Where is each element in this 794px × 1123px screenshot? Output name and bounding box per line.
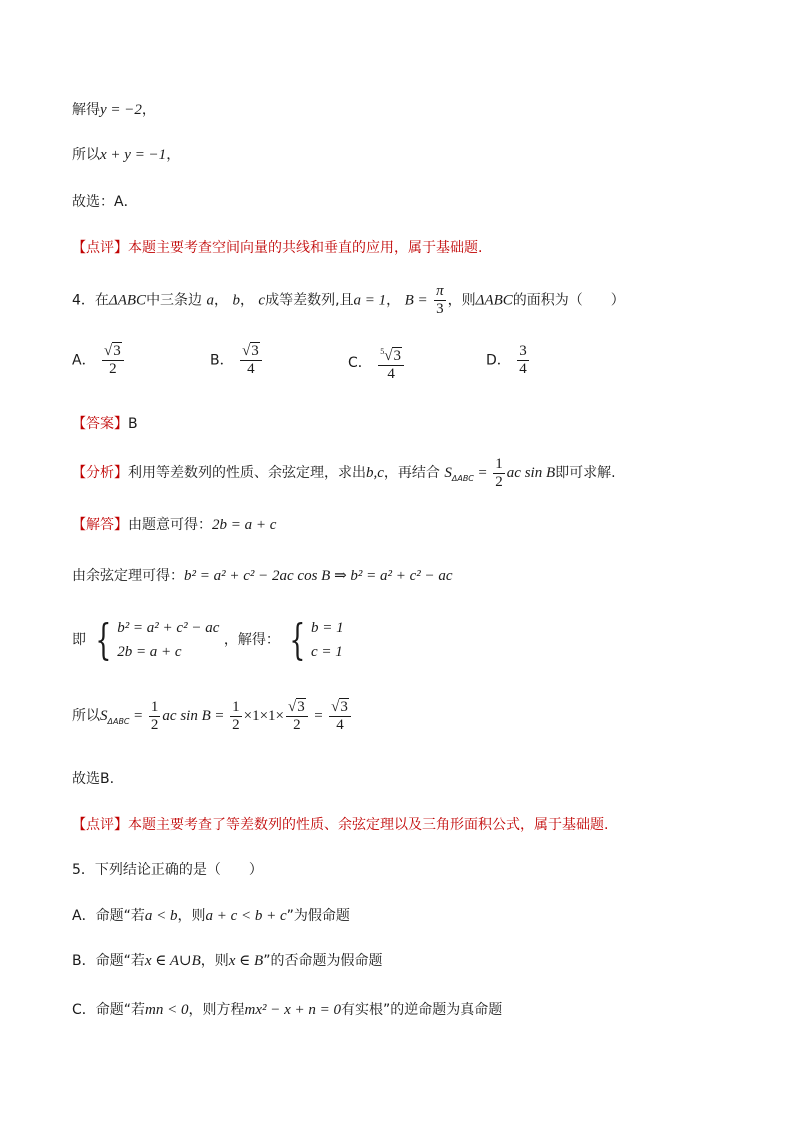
text: 在 bbox=[94, 292, 109, 309]
fraction bbox=[329, 699, 351, 734]
math: = bbox=[133, 708, 143, 724]
text: 解得 bbox=[72, 102, 100, 118]
option-label: C． bbox=[348, 355, 372, 371]
option-c[interactable] bbox=[348, 343, 406, 383]
fraction-half bbox=[230, 699, 242, 734]
radicand: 3 bbox=[297, 698, 305, 715]
math: S bbox=[100, 708, 108, 724]
numerator: π bbox=[436, 283, 444, 299]
text: 即 bbox=[72, 632, 86, 648]
fraction bbox=[517, 343, 529, 378]
numerator bbox=[240, 343, 262, 361]
fraction-half bbox=[149, 699, 161, 734]
equation: b² = a² + c² − ac bbox=[117, 620, 220, 636]
q5-option-a[interactable] bbox=[72, 906, 350, 926]
q5-option-b[interactable] bbox=[72, 951, 382, 971]
sum-line bbox=[72, 145, 180, 165]
radicand: 3 bbox=[113, 343, 121, 359]
text: 所以 bbox=[72, 708, 100, 724]
subscript: ΔABC bbox=[107, 716, 130, 726]
result-system bbox=[284, 616, 343, 664]
comment-text: 本题主要考查空间向量的共线和垂直的应用，属于基础题. bbox=[128, 240, 483, 256]
comment-line bbox=[72, 815, 608, 835]
choice-line: 故选：A． bbox=[72, 194, 138, 210]
denominator: 4 bbox=[247, 361, 255, 377]
text: ，则 bbox=[177, 908, 206, 924]
fraction bbox=[286, 699, 308, 734]
text: ， bbox=[166, 147, 181, 163]
comment-tag: 【点评】 bbox=[72, 240, 128, 256]
option-label: A． bbox=[72, 352, 96, 369]
text: 的面积为（ ） bbox=[512, 292, 625, 309]
math: x ∈ B bbox=[228, 953, 264, 969]
math: ×1×1× bbox=[243, 708, 284, 724]
text: ， bbox=[239, 292, 254, 309]
math: a bbox=[206, 292, 215, 309]
math: a + c < b + c bbox=[205, 908, 287, 924]
analysis-tag: 【分析】 bbox=[72, 465, 128, 481]
q5-option-c[interactable] bbox=[72, 1000, 502, 1020]
math: ΔABC bbox=[475, 292, 513, 309]
analysis-line bbox=[72, 455, 616, 497]
numerator: 1 bbox=[150, 698, 159, 715]
question-number: 4． bbox=[72, 292, 95, 309]
radical-sign: √ bbox=[384, 348, 393, 364]
text: A．命题“若 bbox=[72, 908, 145, 924]
math: x ∈ A∪B bbox=[144, 953, 201, 969]
radical-sign: √ bbox=[331, 698, 340, 715]
answer-line bbox=[72, 414, 138, 434]
fraction bbox=[102, 343, 124, 378]
radicand: 3 bbox=[340, 698, 348, 715]
numerator bbox=[329, 699, 351, 717]
final-choice-line: 故选B. bbox=[72, 771, 115, 787]
math: = bbox=[478, 465, 487, 481]
cosine-line bbox=[72, 566, 453, 586]
math: mn < 0 bbox=[145, 1002, 189, 1018]
text: ，则方程 bbox=[188, 1002, 245, 1018]
text: 成等差数列,且 bbox=[265, 292, 354, 309]
denominator: 4 bbox=[387, 366, 395, 382]
option-a[interactable] bbox=[72, 343, 126, 378]
radical-sign: √ bbox=[242, 343, 251, 359]
numerator: 3 bbox=[519, 343, 527, 359]
fraction bbox=[240, 343, 262, 378]
text: ”的否命题为假命题 bbox=[263, 953, 383, 969]
math: b bbox=[232, 292, 240, 309]
equation: c = 1 bbox=[311, 644, 343, 660]
equation: b = 1 bbox=[311, 620, 344, 636]
option-label: D． bbox=[486, 352, 511, 369]
text: ，再结合 bbox=[383, 465, 440, 481]
text: B．命题“若 bbox=[72, 953, 145, 969]
math: c bbox=[258, 292, 266, 309]
text: ， bbox=[386, 292, 401, 309]
text: ， bbox=[141, 102, 156, 118]
math: b,c bbox=[366, 465, 384, 481]
solve-y-line bbox=[72, 100, 156, 120]
math: a = 1 bbox=[353, 292, 387, 309]
numerator bbox=[378, 343, 404, 366]
math: ac sin B bbox=[162, 708, 211, 724]
area-line bbox=[72, 696, 353, 742]
math: B = bbox=[404, 292, 428, 309]
answer-value: B bbox=[128, 416, 138, 432]
solution-line bbox=[72, 515, 276, 535]
option-label: B． bbox=[210, 352, 234, 369]
radical-sign: √ bbox=[288, 698, 297, 715]
option-d[interactable] bbox=[486, 343, 531, 378]
text: ”为假命题 bbox=[286, 908, 350, 924]
denominator: 2 bbox=[495, 473, 503, 490]
math: = bbox=[215, 708, 224, 724]
fraction-pi-3 bbox=[434, 283, 446, 318]
text: ， bbox=[214, 292, 229, 309]
root-index: 5 bbox=[380, 347, 385, 356]
fraction bbox=[378, 343, 404, 383]
math: a < b bbox=[144, 908, 178, 924]
text: 由题意可得： bbox=[128, 517, 212, 533]
subscript: ΔABC bbox=[451, 473, 474, 483]
brace-icon: { bbox=[289, 615, 306, 664]
numerator bbox=[286, 699, 308, 717]
denominator: 2 bbox=[150, 716, 159, 733]
comment-tag: 【点评】 bbox=[72, 817, 128, 833]
comment-prev bbox=[72, 238, 482, 258]
radicand: 3 bbox=[393, 348, 401, 364]
answer-tag: 【答案】 bbox=[72, 416, 128, 432]
text: ，则 bbox=[200, 953, 229, 969]
equation-system bbox=[90, 616, 219, 664]
numerator: 1 bbox=[495, 455, 503, 472]
numerator: 1 bbox=[232, 698, 240, 715]
text: ，解得： bbox=[223, 632, 280, 648]
text: 中三条边 bbox=[146, 292, 203, 309]
solution-tag: 【解答】 bbox=[72, 517, 128, 533]
math: ΔABC bbox=[108, 292, 147, 309]
denominator: 4 bbox=[519, 361, 527, 377]
text: 所以 bbox=[72, 147, 100, 163]
denominator: 4 bbox=[336, 716, 344, 733]
denominator: 2 bbox=[109, 361, 117, 377]
system-line bbox=[72, 614, 344, 666]
math: ac sin B bbox=[506, 465, 556, 481]
denominator: 2 bbox=[293, 716, 301, 733]
fraction-half bbox=[493, 456, 505, 491]
math: b² = a² + c² − 2ac cos B ⇒ b² = a² + c² − ac bbox=[184, 568, 453, 584]
math: = bbox=[314, 708, 323, 724]
text: 即可求解. bbox=[555, 465, 616, 481]
math: x + y = −1 bbox=[100, 147, 167, 163]
denominator: 2 bbox=[232, 716, 240, 733]
denominator: 3 bbox=[436, 301, 444, 317]
text: 利用等差数列的性质、余弦定理，求出 bbox=[128, 465, 366, 481]
numerator bbox=[102, 343, 124, 361]
radical-sign: √ bbox=[104, 343, 113, 359]
option-b[interactable] bbox=[210, 343, 264, 378]
text: 由余弦定理可得： bbox=[72, 568, 184, 584]
text: C．命题“若 bbox=[72, 1002, 146, 1018]
text: ”的逆命题为真命题 bbox=[383, 1002, 503, 1018]
radicand: 3 bbox=[251, 343, 259, 359]
comment-text: 本题主要考查了等差数列的性质、余弦定理以及三角形面积公式，属于基础题. bbox=[128, 817, 609, 833]
equation: 2b = a + c bbox=[117, 644, 182, 660]
brace-icon: { bbox=[95, 615, 112, 664]
question-4-stem bbox=[72, 283, 625, 318]
question-5-stem: 5．下列结论正确的是（ ） bbox=[72, 862, 263, 878]
text: 有实根 bbox=[341, 1002, 384, 1018]
math: y = −2 bbox=[100, 102, 142, 118]
math: S bbox=[444, 465, 452, 481]
math: mx² − x + n = 0 bbox=[244, 1002, 342, 1018]
math: 2b = a + c bbox=[212, 517, 277, 533]
text: ，则 bbox=[447, 292, 476, 309]
